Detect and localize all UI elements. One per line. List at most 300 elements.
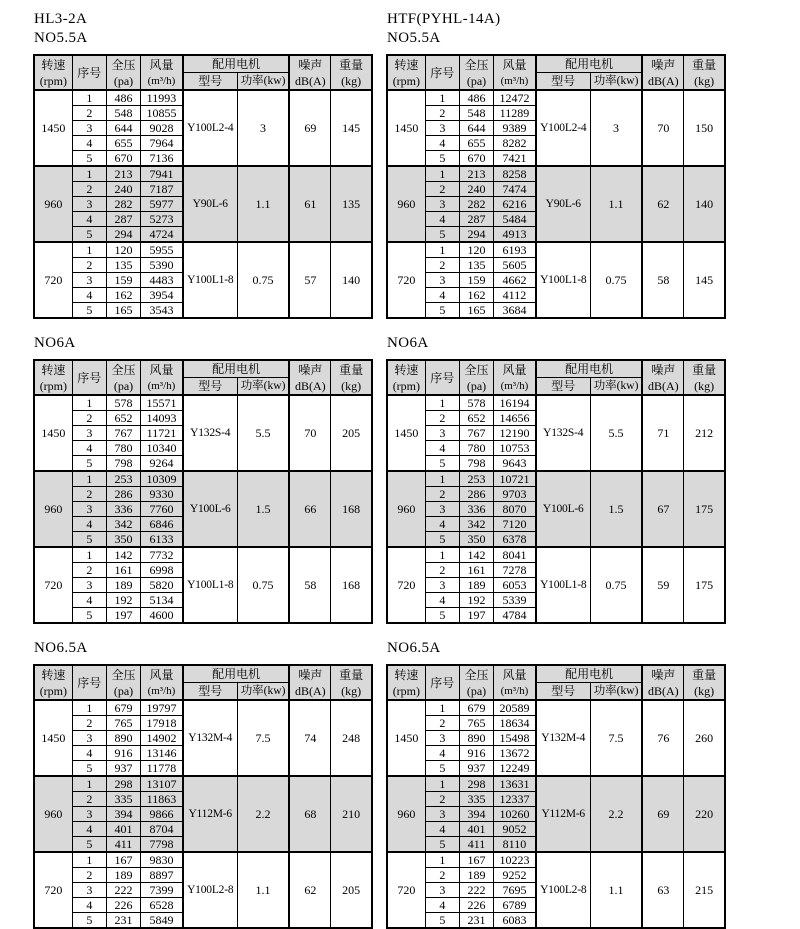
header-line: 全压 [111,667,136,682]
cell-rpm: 720 [34,242,72,318]
cell-pressure: 780 [106,441,140,456]
cell-seq: 2 [72,563,106,578]
cell-rpm: 720 [387,547,425,623]
cell-seq: 2 [425,716,459,731]
cell-pressure: 159 [106,273,140,288]
header-line: 全压 [464,57,489,72]
cell-pressure: 294 [106,227,140,243]
cell-flow: 6789 [494,898,536,913]
cell-flow: 7278 [494,563,536,578]
header-line: 序号 [77,370,102,385]
cell-seq: 1 [425,547,459,563]
cell-weight: 175 [684,471,725,547]
cell-pressure: 222 [106,883,140,898]
cell-pressure: 679 [459,700,493,716]
col-header-pressure [459,55,493,90]
col-header-motor-group [183,665,290,683]
cell-seq: 1 [425,471,459,487]
cell-model: Y132S-4 [183,395,237,471]
cell-model: Y100L2-8 [183,852,237,928]
cell-pressure: 286 [459,487,493,502]
cell-flow: 13672 [494,746,536,761]
cell-flow: 9643 [494,456,536,472]
cell-pressure: 679 [106,700,140,716]
cell-flow: 7964 [141,136,183,151]
cell-pressure: 161 [459,563,493,578]
spec-panel-no6a-right [386,332,726,624]
cell-seq: 2 [72,792,106,807]
header-line: 风量 [502,362,527,377]
cell-seq: 4 [72,822,106,837]
cell-rpm: 720 [387,852,425,928]
spec-panel-hl3-2a-no5-5a [33,8,373,319]
cell-pressure: 798 [106,456,140,472]
cell-seq: 2 [425,106,459,121]
cell-pressure: 644 [459,121,493,136]
header-line: 配用电机 [212,362,261,376]
cell-flow: 5977 [141,197,183,212]
cell-pressure: 286 [106,487,140,502]
cell-rpm: 1450 [387,395,425,471]
cell-flow: 11993 [141,90,183,106]
cell-power: 0.75 [237,547,289,623]
cell-seq: 1 [425,242,459,258]
cell-power: 1.1 [237,166,289,242]
cell-pressure: 336 [106,502,140,517]
cell-pressure: 411 [459,837,493,853]
col-header-flow [494,665,536,700]
cell-seq: 5 [425,227,459,243]
col-header-power [237,683,289,701]
cell-model: Y100L1-8 [536,547,590,623]
cell-flow: 3954 [141,288,183,303]
header-line: dB(A) [294,378,326,393]
cell-flow: 8282 [494,136,536,151]
spec-panel-no6-5a-right [386,637,726,929]
cell-weight: 210 [331,776,372,852]
header-line: 重量 [339,362,364,377]
col-header-flow [141,55,183,90]
cell-model: Y100L2-4 [536,90,590,166]
header-line: (rpm) [39,683,68,698]
cell-seq: 5 [425,837,459,853]
cell-seq: 3 [72,807,106,822]
cell-seq: 5 [72,532,106,548]
cell-pressure: 916 [106,746,140,761]
header-line: 功率(kw) [593,685,639,697]
cell-flow: 20589 [494,700,536,716]
cell-weight: 145 [684,242,725,318]
cell-pressure: 890 [459,731,493,746]
cell-seq: 4 [425,746,459,761]
cell-pressure: 222 [459,883,493,898]
cell-seq: 2 [425,487,459,502]
cell-flow: 11721 [141,426,183,441]
spec-panel-htf-pyhl-14a-no5-5a [386,8,726,319]
header-line: 序号 [430,65,455,80]
cell-flow: 4913 [494,227,536,243]
cell-noise: 71 [642,395,683,471]
cell-seq: 3 [425,121,459,136]
cell-seq: 2 [425,182,459,197]
header-line: 型号 [198,74,223,88]
header-line: 功率(kw) [593,380,639,392]
cell-pressure: 162 [459,288,493,303]
cell-pressure: 765 [459,716,493,731]
col-header-rpm [387,665,425,700]
cell-pressure: 189 [459,868,493,883]
cell-seq: 1 [425,776,459,792]
cell-weight: 145 [331,90,372,166]
cell-seq: 4 [72,517,106,532]
header-line: 全压 [111,57,136,72]
header-line: 风量 [149,362,174,377]
cell-flow: 6528 [141,898,183,913]
cell-seq: 4 [425,898,459,913]
col-header-model [536,683,590,701]
header-line: (m³/h) [500,379,529,392]
table-row [387,776,725,792]
cell-pressure: 937 [106,761,140,777]
cell-seq: 2 [425,563,459,578]
panel-title [34,334,373,353]
cell-seq: 1 [72,547,106,563]
panel-title [387,639,726,658]
header-line: 型号 [198,379,223,393]
cell-flow: 10260 [494,807,536,822]
col-header-motor-group [536,665,643,683]
cell-model: Y100L-6 [183,471,237,547]
cell-seq: 4 [72,898,106,913]
cell-flow: 10309 [141,471,183,487]
cell-rpm: 960 [34,776,72,852]
col-header-noise [289,55,330,90]
col-header-flow [141,360,183,395]
col-header-seq [425,665,459,700]
cell-flow: 8258 [494,166,536,182]
header-line: 噪声 [651,667,676,682]
cell-pressure: 486 [106,90,140,106]
cell-weight: 248 [331,700,372,776]
cell-model: Y112M-6 [183,776,237,852]
cell-flow: 6378 [494,532,536,548]
cell-rpm: 1450 [34,395,72,471]
header-line: (m³/h) [500,684,529,697]
cell-rpm: 1450 [34,90,72,166]
cell-flow: 4600 [141,608,183,624]
col-header-model [536,73,590,91]
cell-seq: 4 [72,746,106,761]
cell-pressure: 350 [459,532,493,548]
table-row [34,90,372,106]
cell-seq: 1 [425,90,459,106]
cell-power: 5.5 [237,395,289,471]
cell-flow: 9264 [141,456,183,472]
cell-model: Y132M-4 [536,700,590,776]
cell-flow: 7798 [141,837,183,853]
header-line: 序号 [430,675,455,690]
table-row [387,471,725,487]
cell-rpm: 960 [387,166,425,242]
cell-flow: 7421 [494,151,536,167]
cell-flow: 6846 [141,517,183,532]
cell-pressure: 350 [106,532,140,548]
col-header-model [536,378,590,396]
cell-flow: 5390 [141,258,183,273]
cell-rpm: 720 [387,242,425,318]
cell-seq: 1 [72,852,106,868]
header-line: 噪声 [298,57,323,72]
cell-pressure: 411 [106,837,140,853]
col-header-noise [642,665,683,700]
cell-pressure: 652 [459,411,493,426]
panel-title-line: NO5.5A [34,30,88,46]
cell-flow: 6193 [494,242,536,258]
header-line: (rpm) [392,73,421,88]
table-row [34,852,372,868]
header-line: dB(A) [294,683,326,698]
col-header-seq [72,55,106,90]
cell-seq: 3 [425,731,459,746]
cell-pressure: 335 [106,792,140,807]
header-line: (rpm) [39,378,68,393]
header-line: 配用电机 [212,667,261,681]
cell-flow: 17918 [141,716,183,731]
cell-rpm: 1450 [387,90,425,166]
panel-title-line: NO6.5A [34,640,88,656]
col-header-pressure [106,360,140,395]
col-header-noise [289,665,330,700]
cell-flow: 10223 [494,852,536,868]
cell-flow: 9028 [141,121,183,136]
header-line: 风量 [149,667,174,682]
cell-flow: 10753 [494,441,536,456]
panel-title [34,639,373,658]
cell-seq: 5 [425,151,459,167]
col-header-weight [684,360,725,395]
cell-flow: 5849 [141,913,183,929]
cell-pressure: 197 [106,608,140,624]
cell-flow: 4112 [494,288,536,303]
cell-flow: 5484 [494,212,536,227]
cell-pressure: 142 [459,547,493,563]
cell-seq: 4 [425,517,459,532]
cell-noise: 67 [642,471,683,547]
cell-seq: 1 [425,395,459,411]
cell-model: Y112M-6 [536,776,590,852]
header-line: dB(A) [647,73,679,88]
cell-seq: 2 [425,411,459,426]
cell-seq: 4 [425,288,459,303]
cell-flow: 4662 [494,273,536,288]
panel-title-line: NO6A [387,335,429,351]
cell-pressure: 342 [459,517,493,532]
panel-title-line: NO5.5A [387,30,441,46]
cell-seq: 1 [425,852,459,868]
cell-flow: 12472 [494,90,536,106]
header-line: (kg) [694,73,715,88]
col-header-noise [289,360,330,395]
cell-seq: 3 [72,121,106,136]
cell-seq: 2 [72,182,106,197]
cell-pressure: 167 [106,852,140,868]
cell-seq: 3 [72,273,106,288]
cell-pressure: 890 [106,731,140,746]
cell-rpm: 1450 [387,700,425,776]
cell-flow: 7120 [494,517,536,532]
cell-seq: 1 [72,471,106,487]
cell-noise: 76 [642,700,683,776]
cell-flow: 13631 [494,776,536,792]
cell-flow: 3684 [494,303,536,319]
header-line: 噪声 [651,362,676,377]
cell-pressure: 937 [459,761,493,777]
col-header-pressure [459,665,493,700]
cell-seq: 4 [425,441,459,456]
cell-pressure: 192 [106,593,140,608]
cell-pressure: 213 [106,166,140,182]
cell-rpm: 960 [34,471,72,547]
header-line: 型号 [198,684,223,698]
cell-flow: 12190 [494,426,536,441]
header-line: (pa) [113,73,134,88]
cell-pressure: 401 [106,822,140,837]
cell-rpm: 720 [34,547,72,623]
cell-power: 3 [590,90,642,166]
cell-pressure: 189 [106,868,140,883]
col-header-model [183,378,237,396]
cell-pressure: 578 [459,395,493,411]
cell-seq: 1 [72,242,106,258]
col-header-rpm [387,55,425,90]
cell-flow: 14656 [494,411,536,426]
cell-flow: 9252 [494,868,536,883]
cell-noise: 63 [642,852,683,928]
col-header-motor-group [183,360,290,378]
cell-model: Y100L2-4 [183,90,237,166]
table-row [387,852,725,868]
cell-pressure: 135 [106,258,140,273]
col-header-rpm [387,360,425,395]
cell-noise: 66 [289,471,330,547]
table-row [387,90,725,106]
col-header-flow [494,360,536,395]
panel-title-line: HTF(PYHL-14A) [387,11,501,27]
cell-pressure: 135 [459,258,493,273]
table-row [34,776,372,792]
header-line: 噪声 [651,57,676,72]
cell-noise: 62 [642,166,683,242]
header-line: 全压 [464,362,489,377]
header-line: 功率(kw) [240,685,286,697]
header-line: 重量 [339,667,364,682]
cell-seq: 5 [425,532,459,548]
panel-title [387,10,726,48]
cell-flow: 5273 [141,212,183,227]
col-header-seq [425,55,459,90]
cell-pressure: 142 [106,547,140,563]
cell-model: Y100L1-8 [183,547,237,623]
header-line: (m³/h) [500,74,529,87]
cell-model: Y100L-6 [536,471,590,547]
col-header-rpm [34,665,72,700]
cell-seq: 5 [72,151,106,167]
cell-noise: 70 [642,90,683,166]
cell-pressure: 294 [459,227,493,243]
col-header-power [237,378,289,396]
spec-table [33,664,373,929]
cell-pressure: 394 [106,807,140,822]
cell-seq: 2 [72,106,106,121]
header-line: 风量 [502,57,527,72]
table-row [387,547,725,563]
cell-seq: 1 [72,90,106,106]
cell-flow: 10855 [141,106,183,121]
col-header-power [590,378,642,396]
col-header-motor-group [183,55,290,73]
cell-pressure: 670 [106,151,140,167]
cell-pressure: 213 [459,166,493,182]
cell-noise: 74 [289,700,330,776]
cell-seq: 3 [425,578,459,593]
cell-noise: 57 [289,242,330,318]
cell-noise: 58 [289,547,330,623]
cell-flow: 9703 [494,487,536,502]
cell-flow: 16194 [494,395,536,411]
header-line: (pa) [466,683,487,698]
cell-rpm: 1450 [34,700,72,776]
cell-pressure: 162 [106,288,140,303]
cell-pressure: 486 [459,90,493,106]
cell-power: 0.75 [590,547,642,623]
col-header-weight [331,55,372,90]
cell-flow: 9052 [494,822,536,837]
col-header-pressure [106,55,140,90]
cell-pressure: 655 [459,136,493,151]
header-line: 噪声 [298,667,323,682]
col-header-seq [425,360,459,395]
cell-flow: 13146 [141,746,183,761]
header-line: 序号 [430,370,455,385]
cell-weight: 205 [331,395,372,471]
cell-pressure: 401 [459,822,493,837]
cell-power: 2.2 [237,776,289,852]
table-row [387,166,725,182]
header-line: 型号 [551,74,576,88]
col-header-flow [494,55,536,90]
cell-flow: 15498 [494,731,536,746]
col-header-rpm [34,55,72,90]
col-header-motor-group [536,360,643,378]
col-header-model [183,683,237,701]
cell-power: 3 [237,90,289,166]
cell-flow: 8070 [494,502,536,517]
cell-pressure: 548 [106,106,140,121]
cell-seq: 4 [425,822,459,837]
cell-flow: 3543 [141,303,183,319]
cell-seq: 3 [425,273,459,288]
cell-pressure: 765 [106,716,140,731]
table-row [387,395,725,411]
cell-model: Y132S-4 [536,395,590,471]
cell-weight: 212 [684,395,725,471]
cell-noise: 69 [642,776,683,852]
cell-pressure: 253 [106,471,140,487]
panel-title-line: HL3-2A [34,11,88,27]
cell-pressure: 226 [459,898,493,913]
cell-rpm: 960 [34,166,72,242]
header-line: 序号 [77,675,102,690]
